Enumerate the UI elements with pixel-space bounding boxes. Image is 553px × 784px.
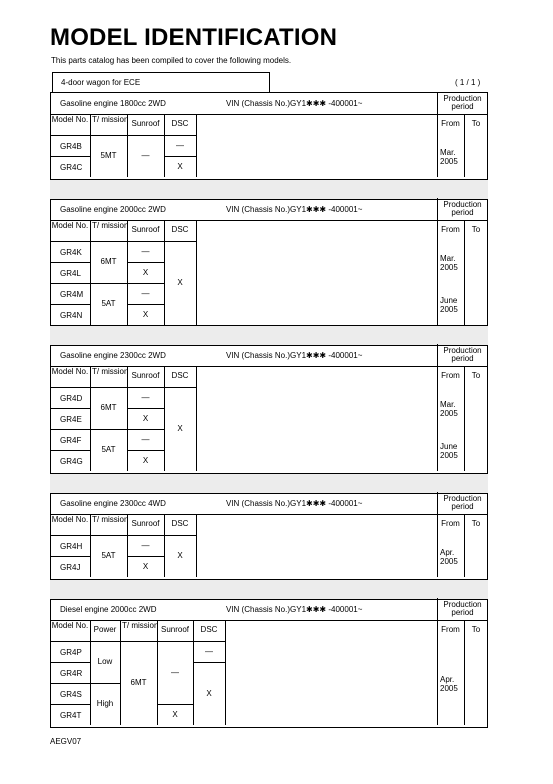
dsc-header: DSC bbox=[200, 625, 218, 634]
table-rule bbox=[127, 304, 164, 305]
model-code: GR4M bbox=[60, 290, 84, 299]
production-from: Mar. 2005 bbox=[440, 254, 458, 272]
dsc-value: X bbox=[177, 278, 183, 287]
dsc-value: X bbox=[206, 688, 212, 698]
engine-label: Diesel engine 2000cc 2WD bbox=[60, 605, 157, 614]
production-period-header: Production period bbox=[443, 346, 482, 363]
table-rule bbox=[50, 662, 90, 663]
model-code: GR4R bbox=[60, 669, 83, 678]
transmission-header: T/ mission bbox=[122, 621, 159, 630]
engine-label: Gasoline engine 2000cc 2WD bbox=[60, 205, 166, 214]
model-code: GR4J bbox=[60, 563, 81, 572]
transmission-value: 5AT bbox=[101, 299, 116, 308]
transmission-header: T/ mission bbox=[92, 367, 129, 376]
model-code: GR4E bbox=[60, 415, 82, 424]
table-rule bbox=[50, 620, 437, 621]
power-header: Power bbox=[93, 625, 117, 634]
table-rule bbox=[50, 156, 90, 157]
model-code: GR4T bbox=[60, 711, 82, 720]
table-rule bbox=[127, 408, 164, 409]
table-rule bbox=[50, 556, 90, 557]
table-rule bbox=[437, 344, 438, 471]
sunroof-value: X bbox=[142, 562, 149, 571]
sunroof-value: — bbox=[141, 289, 150, 298]
table-rule bbox=[164, 220, 165, 325]
production-period-header: Production period bbox=[443, 94, 482, 111]
transmission-value: 5AT bbox=[101, 551, 116, 560]
power-value: Low bbox=[97, 657, 113, 666]
power-value: High bbox=[96, 699, 114, 708]
table-rule bbox=[193, 662, 225, 663]
vin-label: VIN (Chassis No.)GY1✱✱✱ -400001~ bbox=[226, 351, 363, 360]
table-rule bbox=[437, 198, 438, 325]
dsc-value: — bbox=[205, 647, 213, 656]
model-code: GR4N bbox=[60, 311, 83, 320]
model-code: GR4G bbox=[60, 457, 83, 466]
table-rule bbox=[50, 304, 90, 305]
table-rule bbox=[437, 598, 438, 725]
dsc-value: — bbox=[176, 141, 184, 150]
table-rule bbox=[437, 92, 438, 177]
vin-label: VIN (Chassis No.)GY1✱✱✱ -400001~ bbox=[226, 205, 363, 214]
dsc-header: DSC bbox=[171, 519, 189, 528]
table-rule bbox=[50, 450, 90, 451]
sunroof-value: — bbox=[141, 541, 150, 550]
table-rule bbox=[127, 114, 128, 177]
vin-label: VIN (Chassis No.)GY1✱✱✱ -400001~ bbox=[226, 499, 363, 508]
table-rule bbox=[437, 366, 488, 367]
table-rule bbox=[127, 556, 164, 557]
section-separator bbox=[50, 473, 488, 494]
engine-label: Gasoline engine 2300cc 4WD bbox=[60, 499, 166, 508]
to-header: To bbox=[471, 371, 481, 380]
table-rule bbox=[196, 114, 197, 177]
sunroof-value: — bbox=[141, 247, 150, 256]
from-header: From bbox=[441, 225, 460, 234]
table-rule bbox=[437, 492, 438, 577]
production-from: Mar. 2005 bbox=[440, 148, 458, 166]
production-from: June 2005 bbox=[440, 296, 458, 314]
table-rule bbox=[437, 514, 488, 515]
production-from: Apr. 2005 bbox=[440, 675, 458, 693]
transmission-value: 6MT bbox=[100, 257, 117, 266]
dsc-value: X bbox=[177, 162, 183, 171]
table-rule bbox=[50, 262, 90, 263]
table-rule bbox=[50, 408, 90, 409]
model-code: GR4C bbox=[60, 163, 83, 172]
table-rule bbox=[164, 514, 165, 577]
model-code: GR4L bbox=[60, 269, 81, 278]
sunroof-header: Sunroof bbox=[131, 371, 160, 380]
table-rule bbox=[196, 220, 197, 325]
dsc-header: DSC bbox=[171, 225, 189, 234]
section-separator bbox=[50, 325, 488, 346]
table-rule bbox=[225, 620, 226, 725]
vin-label: VIN (Chassis No.)GY1✱✱✱ -400001~ bbox=[226, 605, 363, 614]
sunroof-value: — bbox=[141, 151, 150, 160]
table-rule bbox=[164, 156, 196, 157]
from-header: From bbox=[441, 519, 460, 528]
transmission-header: T/ mission bbox=[92, 515, 129, 524]
table-rule bbox=[50, 535, 196, 536]
table-rule bbox=[127, 429, 164, 430]
table-rule bbox=[193, 620, 194, 725]
table-rule bbox=[127, 450, 164, 451]
table-rule bbox=[90, 220, 91, 325]
sunroof-value: X bbox=[142, 268, 149, 277]
sunroof-value: X bbox=[142, 456, 149, 465]
production-period-header: Production period bbox=[443, 494, 482, 511]
table-rule bbox=[164, 366, 165, 471]
transmission-value: 6MT bbox=[130, 678, 147, 687]
table-rule bbox=[157, 704, 193, 705]
table-rule bbox=[50, 241, 196, 242]
model-no-header: Model No. bbox=[51, 367, 89, 376]
from-header: From bbox=[441, 371, 460, 380]
sunroof-value: X bbox=[142, 414, 149, 423]
table-rule bbox=[50, 704, 90, 705]
from-header: From bbox=[441, 625, 460, 634]
transmission-header: T/ mission bbox=[92, 221, 129, 230]
to-header: To bbox=[471, 119, 481, 128]
table-rule bbox=[437, 620, 488, 621]
section-separator bbox=[50, 179, 488, 200]
table-rule bbox=[127, 283, 164, 284]
model-code: GR4P bbox=[60, 648, 82, 657]
model-code: GR4F bbox=[60, 436, 82, 445]
from-header: From bbox=[441, 119, 460, 128]
engine-label: Gasoline engine 2300cc 2WD bbox=[60, 351, 166, 360]
catalog-label: 4-door wagon for ECE bbox=[61, 78, 141, 87]
table-rule bbox=[90, 366, 91, 471]
footer-code: AEGV07 bbox=[50, 737, 82, 746]
sunroof-header: Sunroof bbox=[131, 119, 160, 128]
to-header: To bbox=[471, 625, 481, 634]
table-rule bbox=[437, 220, 488, 221]
table-rule bbox=[90, 620, 91, 725]
production-from: Mar. 2005 bbox=[440, 400, 458, 418]
dsc-value: X bbox=[177, 551, 183, 560]
section-separator bbox=[50, 579, 488, 600]
table-rule bbox=[464, 620, 465, 725]
model-code: GR4B bbox=[60, 142, 82, 151]
table-rule bbox=[90, 514, 91, 577]
model-no-header: Model No. bbox=[51, 621, 89, 630]
sunroof-value: — bbox=[141, 393, 150, 402]
transmission-header: T/ mission bbox=[92, 115, 129, 124]
model-code: GR4H bbox=[60, 542, 83, 551]
sunroof-header: Sunroof bbox=[131, 519, 160, 528]
table-rule bbox=[437, 114, 488, 115]
dsc-value: X bbox=[177, 424, 183, 433]
dsc-header: DSC bbox=[171, 119, 189, 128]
model-no-header: Model No. bbox=[51, 115, 89, 124]
table-rule bbox=[90, 683, 120, 684]
table-rule bbox=[50, 387, 196, 388]
page-subtitle: This parts catalog has been compiled to cover the following models. bbox=[51, 56, 292, 65]
production-from: June 2005 bbox=[440, 442, 458, 460]
table-rule bbox=[127, 262, 164, 263]
table-rule bbox=[90, 114, 91, 177]
sunroof-value: — bbox=[141, 435, 150, 444]
production-period-header: Production period bbox=[443, 200, 482, 217]
model-code: GR4D bbox=[60, 394, 83, 403]
production-from: Apr. 2005 bbox=[440, 548, 458, 566]
sunroof-value: X bbox=[142, 310, 149, 319]
transmission-value: 6MT bbox=[100, 403, 117, 412]
to-header: To bbox=[471, 519, 481, 528]
sunroof-value: X bbox=[172, 710, 178, 719]
dsc-header: DSC bbox=[171, 371, 189, 380]
table-rule bbox=[50, 683, 90, 684]
page-indicator: ( 1 / 1 ) bbox=[455, 78, 481, 87]
model-code: GR4S bbox=[60, 690, 82, 699]
vin-label: VIN (Chassis No.)GY1✱✱✱ -400001~ bbox=[226, 99, 363, 108]
sunroof-value: — bbox=[171, 667, 179, 677]
page-title: MODEL IDENTIFICATION bbox=[50, 24, 338, 51]
sunroof-header: Sunroof bbox=[131, 225, 160, 234]
table-rule bbox=[50, 641, 225, 642]
table-rule bbox=[50, 135, 196, 136]
table-rule bbox=[90, 283, 127, 284]
model-no-header: Model No. bbox=[51, 221, 89, 230]
table-rule bbox=[196, 366, 197, 471]
table-rule bbox=[196, 514, 197, 577]
table-rule bbox=[90, 429, 127, 430]
table-rule bbox=[120, 620, 121, 725]
sunroof-header: Sunroof bbox=[160, 625, 190, 634]
transmission-value: 5MT bbox=[100, 151, 117, 160]
table-rule bbox=[50, 283, 90, 284]
transmission-value: 5AT bbox=[101, 445, 116, 454]
model-code: GR4K bbox=[60, 248, 82, 257]
table-rule bbox=[50, 429, 90, 430]
model-no-header: Model No. bbox=[51, 515, 89, 524]
engine-label: Gasoline engine 1800cc 2WD bbox=[60, 99, 166, 108]
production-period-header: Production period bbox=[443, 600, 482, 617]
to-header: To bbox=[471, 225, 481, 234]
